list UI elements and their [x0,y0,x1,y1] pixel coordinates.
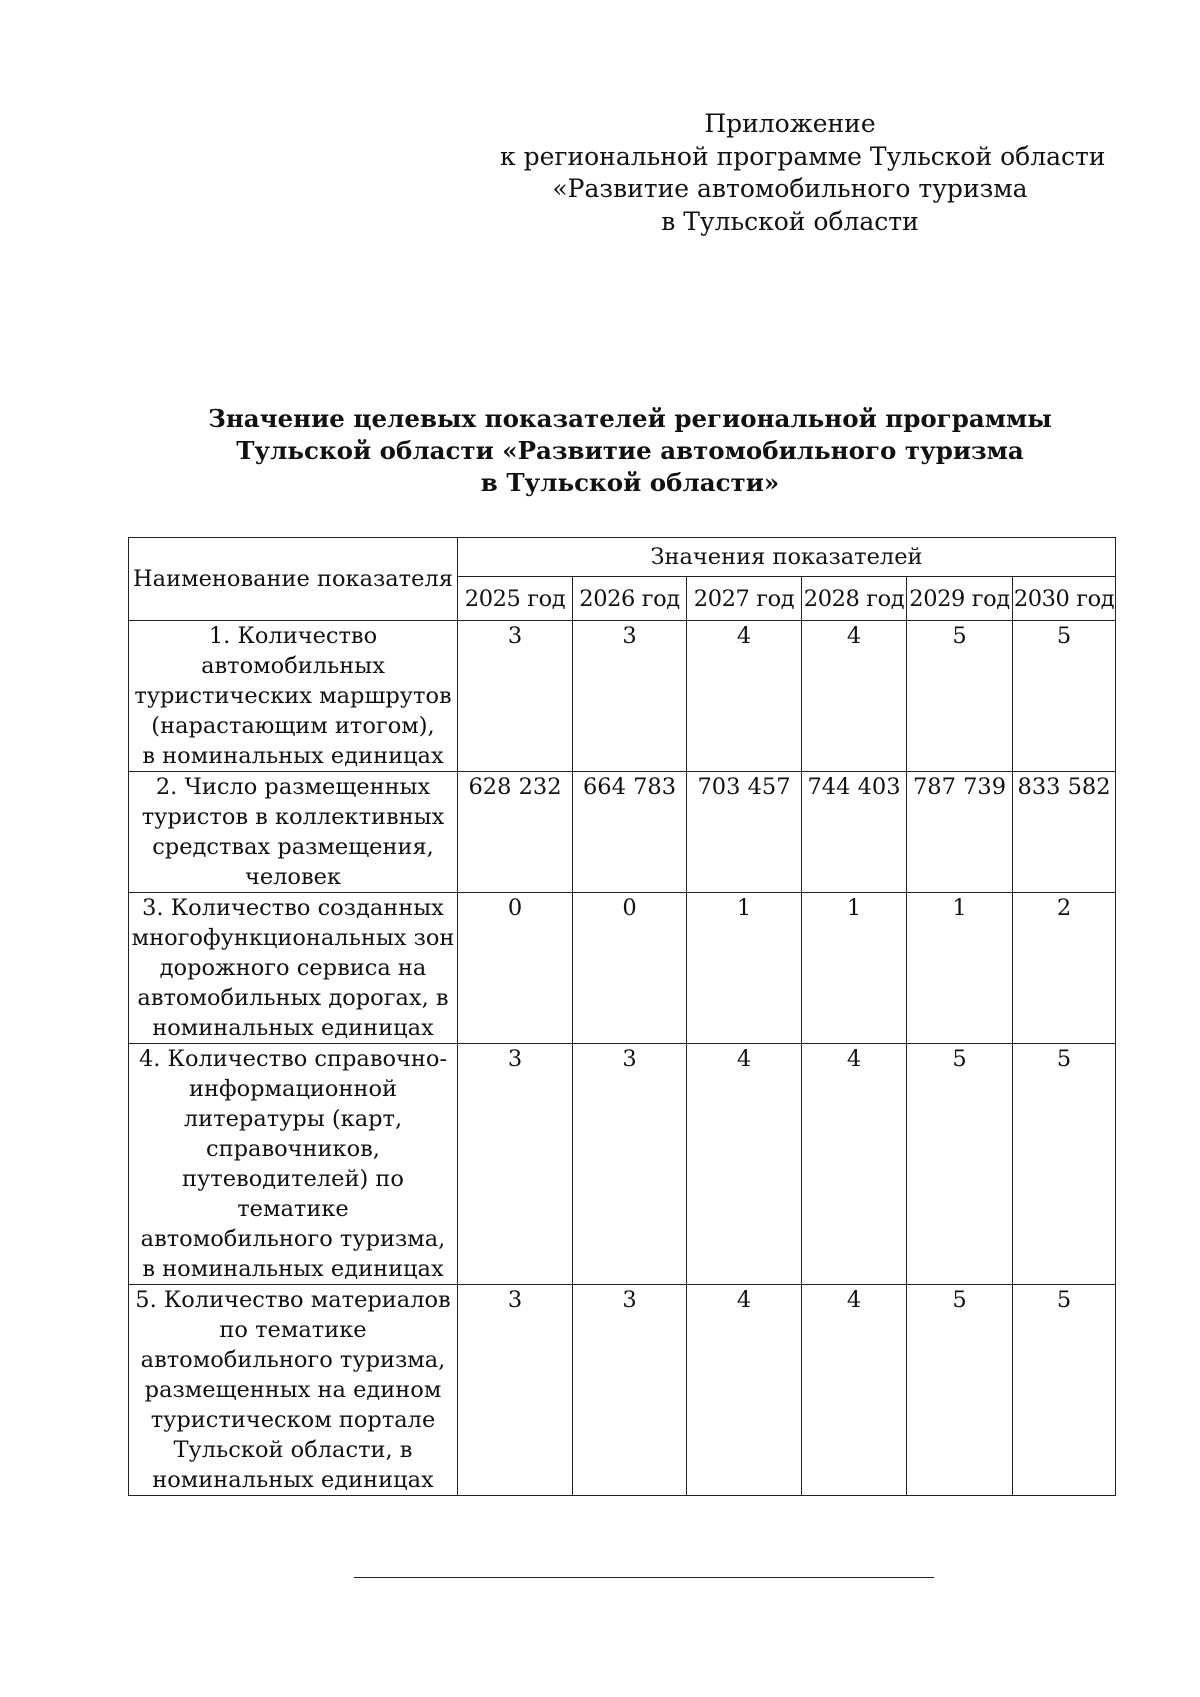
indicator-name-line: человек [244,864,342,890]
indicator-name-line: в номинальных единицах [142,743,444,769]
indicator-value-cell: 833 582 [1013,772,1116,893]
indicator-name-line: справочников, [206,1136,380,1162]
indicator-name-line: размещенных на едином [144,1377,442,1403]
indicator-value-cell: 4 [687,621,802,772]
indicator-name-line: номинальных единицах [152,1015,434,1041]
year-header: 2026 год [573,577,687,621]
indicator-value-cell: 5 [907,1285,1013,1496]
indicator-value-cell: 3 [573,621,687,772]
indicators-table [128,537,1116,1496]
appendix-line: к региональной программе Тульской области [500,141,1106,171]
indicator-value-cell: 2 [1013,893,1116,1044]
indicator-value-cell: 3 [573,1285,687,1496]
indicator-name-line: литературы (карт, [183,1106,403,1132]
indicator-value-cell: 5 [1013,1044,1116,1285]
indicator-value-cell: 5 [1013,1285,1116,1496]
indicator-value-cell: 4 [802,1285,907,1496]
indicator-value-cell: 664 783 [573,772,687,893]
title-line: Тульской области «Развитие автомобильного туризма [236,436,1024,465]
appendix-line: в Тульской области [661,206,919,236]
indicator-value-cell: 4 [687,1044,802,1285]
indicator-name-line: многофункциональных зон [131,925,455,951]
indicator-name-cell [129,1044,458,1285]
indicator-value-cell: 744 403 [802,772,907,893]
appendix-line: Приложение [704,109,876,138]
title-line: Значение целевых показателей региональной программы [208,404,1052,433]
table-row [129,772,1116,893]
indicator-name-header: Наименование показателя [129,538,458,621]
indicator-value-cell: 5 [907,621,1013,772]
indicator-name-line: 1. Количество [208,623,378,649]
indicator-value-cell: 4 [802,621,907,772]
indicator-name-line: 5. Количество материалов [135,1287,451,1313]
table-row [129,621,1116,772]
indicator-value-cell: 5 [907,1044,1013,1285]
indicator-name-line: средствах размещения, [152,834,434,860]
year-header: 2025 год [458,577,573,621]
indicator-value-cell: 628 232 [458,772,573,893]
indicator-name-cell [129,772,458,893]
indicator-name-line: информационной [188,1076,397,1102]
indicator-name-line: 2. Число размещенных [155,774,431,800]
indicator-name-line: автомобильного туризма, [140,1347,446,1373]
indicator-name-line: автомобильного туризма, [140,1226,446,1252]
indicator-value-cell: 1 [802,893,907,1044]
indicator-name-line: 4. Количество справочно- [138,1046,448,1072]
document-title [190,403,1070,499]
indicator-name-line: (нарастающим итогом), [151,713,435,739]
indicator-value-cell: 0 [573,893,687,1044]
indicator-name-cell [129,621,458,772]
indicator-name-line: автомобильных [201,653,385,679]
table-row [129,893,1116,1044]
table-row [129,1044,1116,1285]
year-header: 2029 год [907,577,1013,621]
table-body [129,621,1116,1496]
indicator-value-cell: 3 [458,1285,573,1496]
signature-line [354,1577,934,1578]
year-header: 2030 год [1013,577,1116,621]
title-line: в Тульской области» [480,468,780,497]
indicator-value-cell: 703 457 [687,772,802,893]
indicator-name-cell [129,893,458,1044]
indicator-value-cell: 3 [573,1044,687,1285]
indicator-value-cell: 1 [907,893,1013,1044]
header-row [129,538,1116,577]
indicator-value-cell: 3 [458,621,573,772]
table-row [129,1285,1116,1496]
indicator-value-cell: 0 [458,893,573,1044]
indicator-name-line: дорожного сервиса на [159,955,427,981]
indicator-name-line: автомобильных дорогах, в [137,985,449,1011]
indicator-values-header: Значения показателей [458,538,1116,577]
indicator-name-line: туристов в коллективных [141,804,445,830]
indicator-name-line: путеводителей) по тематике [182,1166,404,1222]
indicator-name-line: туристических маршрутов [134,683,452,709]
appendix-line: «Развитие автомобильного туризма [552,174,1028,203]
indicator-name-line: в номинальных единицах [142,1256,444,1282]
indicator-value-cell: 787 739 [907,772,1013,893]
indicator-value-cell: 4 [802,1044,907,1285]
indicator-value-cell: 1 [687,893,802,1044]
appendix-note [500,108,1106,238]
year-header: 2028 год [802,577,907,621]
indicator-name-line: Тульской области, в [173,1437,413,1463]
indicator-name-line: номинальных единицах [152,1467,434,1493]
indicator-value-cell: 5 [1013,621,1116,772]
year-header: 2027 год [687,577,802,621]
indicator-name-cell [129,1285,458,1496]
indicator-value-cell: 3 [458,1044,573,1285]
indicator-value-cell: 4 [687,1285,802,1496]
indicator-name-line: 3. Количество созданных [142,895,444,921]
indicator-name-line: туристическом портале [150,1407,436,1433]
indicator-name-line: по тематике [219,1317,367,1343]
